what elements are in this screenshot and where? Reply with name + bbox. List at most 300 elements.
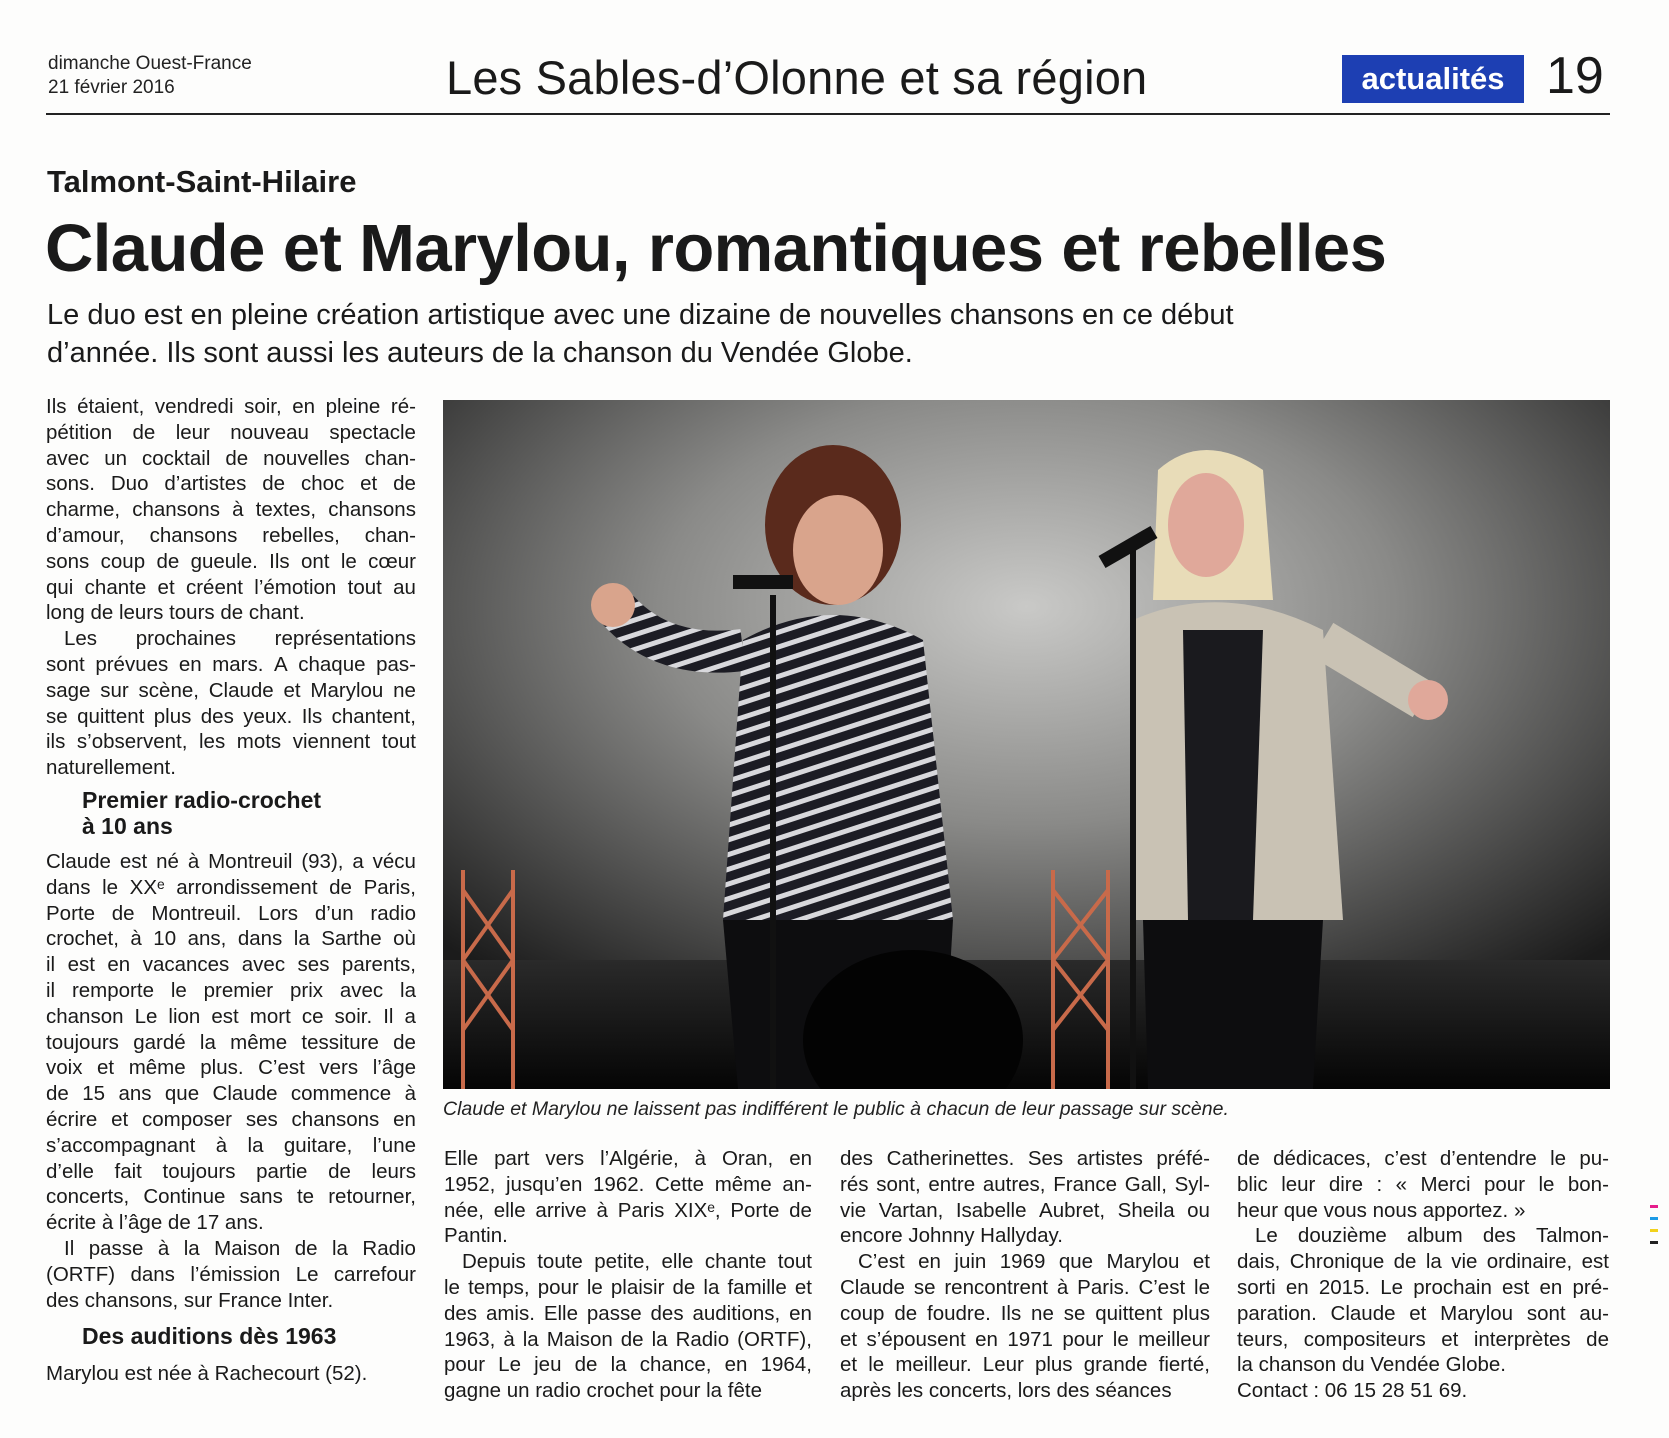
word: l’émission [190, 1262, 281, 1286]
word: de [156, 549, 180, 573]
photo-caption: Claude et Marylou ne laissent pas indifférent le public à chacun de leur passage sur scène. [443, 1098, 1229, 1120]
word: petite, [594, 1250, 651, 1274]
word: de [225, 446, 249, 470]
word: Oran, [721, 1147, 774, 1170]
word: au- [1579, 1301, 1609, 1325]
word: toujours [162, 1159, 236, 1183]
word: la [293, 927, 310, 951]
word: compositeurs [1303, 1327, 1426, 1351]
word: Isabelle [955, 1198, 1027, 1222]
text-line: gagne un radio crochet pour la fête [444, 1379, 762, 1403]
word: ans, [187, 927, 227, 951]
text-line [46, 1030, 416, 1056]
word: d’artistes [164, 472, 247, 496]
word: rebelles, [262, 523, 340, 547]
word: de [574, 1353, 598, 1377]
word: gardé [133, 1030, 186, 1054]
word: a [404, 1004, 416, 1028]
word: de [132, 420, 156, 444]
word: a [352, 849, 364, 873]
word: représentations [274, 627, 416, 651]
word: (ORTF) [46, 1262, 116, 1286]
word: la [703, 1275, 720, 1299]
word: que [164, 1082, 200, 1106]
word: le [444, 1275, 460, 1299]
word: ont [301, 549, 330, 573]
word: composer [142, 1107, 233, 1131]
text-line: après les concerts, lors des séances [840, 1379, 1172, 1403]
word: Paris. [1077, 1275, 1130, 1299]
word: vendredi [154, 395, 234, 418]
word: chanson [46, 1004, 124, 1028]
word: 1969 [999, 1250, 1046, 1274]
text-line [46, 704, 416, 730]
word: sont [1526, 1301, 1566, 1325]
word: et [1192, 1250, 1210, 1274]
masthead-date: 21 février 2016 [48, 77, 175, 98]
word: l’émotion [254, 575, 337, 599]
text-line [46, 652, 416, 678]
word: meilleur [1138, 1327, 1210, 1351]
text-line [46, 1262, 416, 1288]
word: Leur [982, 1353, 1024, 1377]
word: choc [300, 472, 345, 496]
word: se [913, 1275, 936, 1299]
word: Radio [362, 1236, 416, 1260]
word: viennent [292, 730, 371, 754]
word: qui [46, 575, 74, 599]
article-standfirst [47, 296, 1447, 372]
word: dais, [1237, 1250, 1281, 1274]
word: de [111, 901, 135, 925]
word: entre [928, 1172, 976, 1196]
word: sons [46, 549, 90, 573]
word: cœur [368, 549, 416, 573]
word: et [360, 472, 378, 496]
word: de [789, 1198, 812, 1222]
word: Ils [46, 395, 67, 418]
text-line: des chansons, sur France Inter. [46, 1288, 334, 1312]
word: Claude [46, 849, 111, 873]
text-line [840, 1249, 1210, 1275]
word: Lors [258, 901, 299, 925]
text-line: Marylou est née à Rachecourt (52). [46, 1362, 368, 1386]
word: à [1056, 1275, 1069, 1299]
word: et [1441, 1327, 1459, 1351]
text-line [46, 1133, 416, 1159]
word: avec [241, 953, 286, 977]
word: mots [236, 730, 282, 754]
word: Le [498, 1353, 521, 1377]
text-line [840, 1275, 1210, 1301]
word: rencontrent [944, 1275, 1049, 1299]
text-line [46, 926, 416, 952]
word: la [651, 1327, 668, 1351]
word: en [789, 1301, 812, 1325]
text-line [46, 394, 416, 420]
text-line: encore Johnny Hallyday. [840, 1224, 1063, 1248]
word: crochet, [46, 927, 119, 951]
word: à [157, 1236, 170, 1260]
word: quittent [1095, 1301, 1163, 1325]
word: de [1586, 1327, 1609, 1351]
word: chansons [328, 498, 416, 522]
word: teurs, [1237, 1327, 1289, 1351]
word: elle [661, 1250, 694, 1274]
text-line [46, 1004, 416, 1030]
word: amis. [485, 1301, 535, 1325]
word: arrive [535, 1198, 587, 1222]
word: un [104, 446, 128, 470]
word: en [1539, 1275, 1563, 1299]
word: chaque [298, 652, 366, 676]
word: passe [586, 1301, 642, 1325]
text-line [46, 729, 416, 755]
text-line [1237, 1223, 1609, 1249]
word: des [444, 1301, 478, 1325]
article-kicker: Talmont-Saint-Hilaire [47, 164, 357, 199]
word: à [232, 498, 244, 522]
word: dans [130, 1262, 175, 1286]
word: l’Algérie, [600, 1147, 679, 1170]
word: Le [1255, 1224, 1278, 1248]
word: que [1058, 1250, 1094, 1274]
word: de [329, 875, 352, 899]
word: Le [134, 1004, 158, 1028]
text-line [840, 1198, 1210, 1224]
word: ne [1031, 1301, 1054, 1325]
masthead-day-paper: dimanche Ouest-France [48, 53, 252, 74]
word: 1971 [1007, 1327, 1053, 1351]
word: s’accompagnant [46, 1133, 196, 1157]
subhead-line: à 10 ans [82, 812, 173, 839]
word: ils [46, 730, 66, 754]
word: : [1376, 1172, 1383, 1196]
word: soir, [244, 395, 282, 418]
word: lion [168, 1004, 201, 1028]
word: juin [954, 1250, 987, 1274]
word: leur [1281, 1172, 1316, 1196]
text-line [444, 1172, 812, 1198]
text-line [840, 1301, 1210, 1327]
word: la [183, 1236, 200, 1260]
column-1-paragraphs-b [46, 849, 416, 1313]
word: scène, [138, 678, 199, 702]
word: France [1053, 1172, 1118, 1196]
word: premier [203, 978, 274, 1002]
word: à [187, 849, 200, 873]
word: Sarthe [321, 927, 382, 951]
word: (93), [301, 849, 344, 873]
word: plus [1172, 1301, 1210, 1325]
word: le [170, 978, 187, 1002]
word: chante [704, 1250, 767, 1274]
word: 15 [82, 1082, 106, 1106]
text-line [1237, 1146, 1609, 1172]
word: en [1285, 1275, 1309, 1299]
word: ne [393, 678, 416, 702]
word: même [230, 1030, 288, 1054]
word: Marylou [310, 678, 384, 702]
word: est [67, 953, 95, 977]
word: et [283, 678, 301, 702]
word: arrondissement [176, 875, 318, 899]
word: au [393, 575, 416, 599]
text-line [444, 1327, 812, 1353]
text-line [46, 420, 416, 446]
text-line: la chanson du Vendée Globe. [1237, 1353, 1506, 1377]
word: et [97, 1056, 115, 1080]
word: s’épousent [866, 1327, 966, 1351]
word: écrire [46, 1107, 98, 1131]
stage-photo-illustration [443, 400, 1610, 1089]
word: Merci [1420, 1172, 1471, 1196]
word: des [200, 704, 234, 728]
word: de [1393, 1250, 1417, 1274]
header-rule [46, 113, 1610, 115]
word: parents, [341, 953, 416, 977]
word: prochain [1413, 1275, 1492, 1299]
word: toute [537, 1250, 583, 1274]
word: d’entendre [1439, 1147, 1537, 1170]
word: et [840, 1327, 858, 1351]
word: quittent [77, 704, 145, 728]
word: même [128, 1056, 186, 1080]
word: remporte [71, 978, 154, 1002]
word: Claude [840, 1275, 905, 1299]
word: née, [444, 1198, 484, 1222]
word: des [650, 1301, 684, 1325]
word: blic [1237, 1172, 1268, 1196]
word: le [1194, 1275, 1210, 1299]
word: auditions, [692, 1301, 781, 1325]
text-line [840, 1352, 1210, 1378]
word: spectacle [329, 420, 416, 444]
word: paration. [1237, 1301, 1317, 1325]
subhead-auditions: Des auditions dès 1963 [82, 1323, 337, 1350]
text-line [1237, 1301, 1609, 1327]
word: Claude [212, 1082, 278, 1106]
word: se [1063, 1301, 1086, 1325]
word: Ils [269, 549, 290, 573]
word: pour [1062, 1327, 1104, 1351]
word: pour [444, 1353, 486, 1377]
word: coup [100, 549, 146, 573]
word: yeux. [243, 704, 293, 728]
subhead-radio-crochet [46, 787, 416, 839]
word: chansons [291, 1107, 380, 1131]
word: chante [84, 575, 147, 599]
word: avec [46, 446, 90, 470]
text-line [1237, 1275, 1609, 1301]
word: en [292, 395, 316, 418]
word: leur [175, 420, 210, 444]
text-line [444, 1249, 812, 1275]
word: A [274, 652, 288, 676]
word: an- [782, 1172, 812, 1196]
word: Ses [1027, 1147, 1064, 1170]
word: 10 [153, 927, 177, 951]
word: Depuis [462, 1250, 526, 1274]
word: tout [777, 1250, 812, 1274]
word: Paris [617, 1198, 665, 1222]
word: sorti [1237, 1275, 1276, 1299]
word: ou [1187, 1198, 1210, 1222]
registration-mark [1650, 1217, 1658, 1220]
text-line [840, 1327, 1210, 1353]
word: pu- [1579, 1147, 1609, 1170]
word: prévues [95, 652, 169, 676]
word: charme, [46, 498, 121, 522]
word: retourner, [328, 1185, 416, 1209]
article-column-3 [840, 1146, 1210, 1404]
word: de [894, 1301, 918, 1325]
word: et [1409, 1301, 1427, 1325]
standfirst-line: Le duo est en pleine création artistique avec une dizaine de nouvelles chansons en ce début [47, 299, 1234, 331]
word: Marylou [1106, 1250, 1180, 1274]
text-line [46, 952, 416, 978]
word: XXᵉ [129, 875, 165, 899]
word: en [975, 1327, 998, 1351]
word: né [156, 849, 179, 873]
word: la [1425, 1250, 1442, 1274]
word: tout [347, 575, 382, 599]
word: le [1112, 1327, 1129, 1351]
text-line [444, 1352, 812, 1378]
word: l’âge [372, 1056, 416, 1080]
word: vacances [142, 953, 230, 977]
word: sont [46, 652, 85, 676]
text-line [46, 1107, 416, 1133]
word: plus [153, 704, 192, 728]
word: Elle [444, 1147, 479, 1170]
word: C’est [1138, 1275, 1186, 1299]
word: carrefour [333, 1262, 416, 1286]
word: est [119, 849, 148, 873]
word: Paris, [363, 875, 416, 899]
word: le [868, 1353, 885, 1377]
text-line [46, 497, 416, 523]
word: d’un [314, 901, 354, 925]
word: s’observent, [76, 730, 188, 754]
word: de [672, 1275, 696, 1299]
article-column-4 [1237, 1146, 1609, 1404]
subhead-line: Premier radio-crochet [82, 786, 322, 813]
word: tout [381, 730, 416, 754]
word: Radio [675, 1327, 730, 1351]
word: prochaines [135, 627, 237, 651]
word: Ils [1000, 1301, 1022, 1325]
word: il [46, 953, 56, 977]
word: Le [295, 1262, 319, 1286]
word: c’est [1384, 1147, 1427, 1170]
word: elle [493, 1198, 526, 1222]
word: mort [249, 1004, 291, 1028]
text-line [46, 549, 416, 575]
word: Le [1380, 1275, 1404, 1299]
word: Maison [546, 1327, 613, 1351]
word: 1963, [444, 1327, 496, 1351]
word: douzième [1297, 1224, 1387, 1248]
column-1-paragraphs [46, 394, 416, 781]
text-line [46, 1159, 416, 1185]
text-line: Contact : 06 15 28 51 69. [1237, 1379, 1468, 1403]
word: soir. [334, 1004, 373, 1028]
word: radio [370, 901, 416, 925]
word: fait [114, 1159, 142, 1183]
text-line [46, 978, 416, 1004]
text-line [46, 875, 416, 901]
word: l’une [372, 1133, 416, 1157]
word: Aubret, [1039, 1198, 1106, 1222]
masthead-edition [48, 52, 252, 100]
text-line [1237, 1327, 1609, 1353]
word: 2015. [1318, 1275, 1371, 1299]
word: avec [339, 978, 384, 1002]
word: dédicaces, [1273, 1147, 1372, 1170]
word: Cette [655, 1172, 705, 1196]
word: Montreuil [208, 849, 293, 873]
word: où [393, 927, 416, 951]
word: chance, [639, 1353, 712, 1377]
section-title: Les Sables-d’Olonne et sa région [446, 51, 1148, 104]
word: autres, [982, 1172, 1046, 1196]
word: grande [1083, 1353, 1148, 1377]
word: part [494, 1147, 530, 1170]
word: vers [545, 1147, 585, 1170]
article-column-1 [46, 394, 416, 1387]
word: Maison [214, 1236, 281, 1260]
text-line [1237, 1249, 1609, 1275]
word: de [393, 472, 416, 496]
word: à [404, 1082, 416, 1106]
word: Porte [730, 1198, 780, 1222]
text-line [46, 1236, 416, 1262]
word: pétition [46, 420, 113, 444]
word: créent [185, 575, 243, 599]
word: est [211, 1004, 239, 1028]
word: sons. [46, 472, 95, 496]
word: le [340, 549, 357, 573]
word: 1952, [444, 1172, 496, 1196]
text-line [46, 1184, 416, 1210]
word: chantent, [331, 704, 416, 728]
word: à [596, 1198, 608, 1222]
word: la [199, 1030, 216, 1054]
text-line [444, 1301, 812, 1327]
article-headline: Claude et Marylou, romantiques et rebelles [45, 211, 1387, 286]
text-line: long de leurs tours de chant. [46, 601, 305, 625]
word: pour [537, 1275, 579, 1299]
word: Porte [46, 901, 95, 925]
word: Talmon- [1536, 1224, 1609, 1248]
word: « [1395, 1172, 1407, 1196]
word: coup [840, 1301, 885, 1325]
text-line: Pantin. [444, 1224, 508, 1248]
word: il [46, 978, 56, 1002]
word: 1962. [593, 1172, 645, 1196]
word: de [46, 1082, 69, 1106]
text-line: naturellement. [46, 756, 176, 780]
word: les [198, 730, 226, 754]
word: te [296, 1185, 315, 1209]
word: voix [46, 1056, 83, 1080]
text-line [46, 523, 416, 549]
word: et [157, 575, 175, 599]
word: leurs [371, 1159, 416, 1183]
word: des [1482, 1224, 1516, 1248]
column-1-paragraphs-c [46, 1361, 416, 1387]
